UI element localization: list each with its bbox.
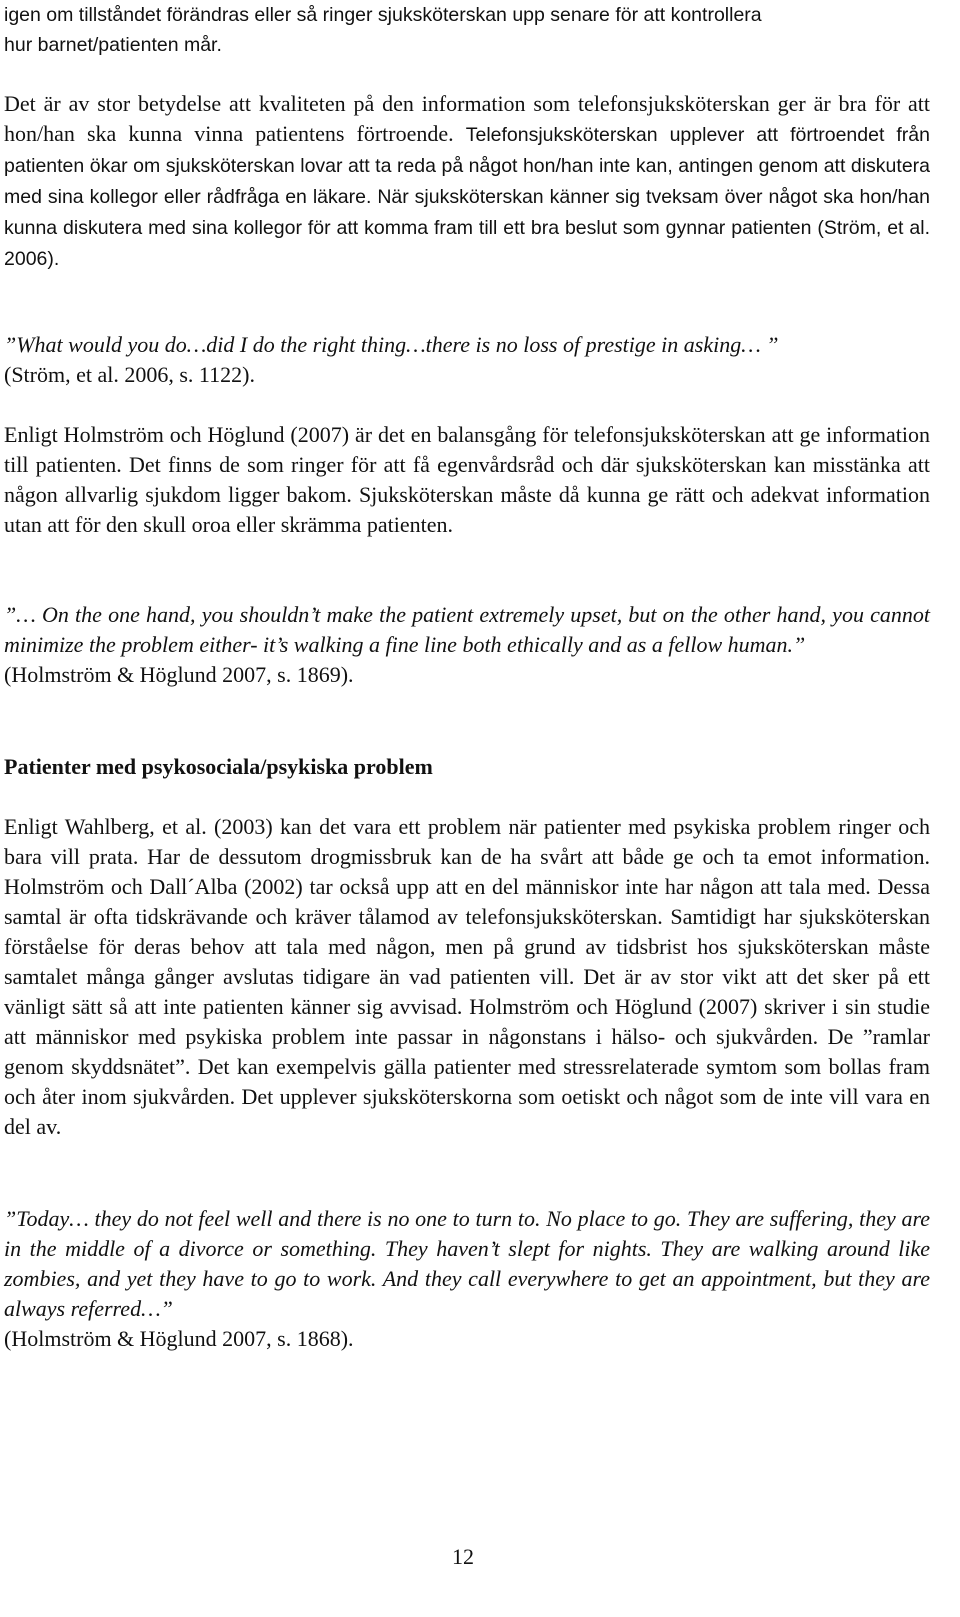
intro-line-1: igen om tillståndet förändras eller så ringer sjuksköterskan upp senare för att kontrollera xyxy=(4,4,762,26)
quote-holmstrom-1869-text: ”… On the one hand, you shouldn’t make the patient extremely upset, but on the other hand, you cannot minimize the problem either- it’s walking a fine line both ethically and as a fellow human.” xyxy=(4,602,930,657)
trust-paragraph-sans: Telefonsjuksköterskan upplever att förtroendet från patienten ökar om sjuksköterskan lovar att ta reda på något hon/han inte kan, antingen genom att diskutera med sina kollegor eller rådfråga en läkare. När sjuksköterskan känner sig tveksam över något ska hon/han kunna diskutera med sina kollegor för att komma fram till ett bra beslut som gynnar patienten (Ström, et al. 2006). xyxy=(4,124,930,270)
balance-paragraph: Enligt Holmström och Höglund (2007) är det en balansgång för telefonsjuksköterskan att ge information till patienten. Det finns de som ringer för att få egenvårdsråd och där sjuksköterskan kan misstänka att någon allvarlig sjukdom ligger bakom. Sjuksköterskan måste då kunna ge rätt och adekvat information utan att för den skull oroa eller skrämma patienten. xyxy=(4,422,930,537)
quote-holmstrom-1869-citation: (Holmström & Höglund 2007, s. 1869). xyxy=(4,662,354,687)
quote-strom xyxy=(4,330,930,390)
quote-holmstrom-1868-text: ”Today… they do not feel well and there is no one to turn to. No place to go. They are suffering, they are in the middle of a divorce or something. They haven’t slept for nights. They are walking around like zombies, and yet they have to go to work. And they call everywhere to get an appointment, but they are always referred…” xyxy=(4,1206,930,1321)
intro-line-2: hur barnet/patienten mår. xyxy=(4,34,222,56)
page-number: 12 xyxy=(452,1544,474,1569)
quote-holmstrom-1868 xyxy=(4,1204,930,1354)
quote-strom-text: ”What would you do…did I do the right thing…there is no loss of prestige in asking… ” xyxy=(4,332,779,357)
trust-paragraph-serif: Det är av stor betydelse att kvaliteten på den information som telefonsjuksköterskan ger är bra för att hon/han ska kunna vinna patientens förtroende. xyxy=(4,91,930,146)
trust-paragraph xyxy=(4,89,930,274)
quote-holmstrom-1868-citation: (Holmström & Höglund 2007, s. 1868). xyxy=(4,1326,354,1351)
section-heading: Patienter med psykosociala/psykiska problem xyxy=(4,754,433,779)
psychosocial-paragraph: Enligt Wahlberg, et al. (2003) kan det vara ett problem när patienter med psykiska problem ringer och bara vill prata. Har de dessutom drogmissbruk kan de ha svårt att både ge och ta emot information. Holmström och Dall´Alba (2002) tar också upp att en del människor inte har någon att tala med. Dessa samtal är ofta tidskrävande och kräver tålamod av telefonsjuksköterskan. Samtidigt har sjuksköterskan förståelse för deras behov att tala med någon, men på grund av tidsbrist hos sjuksköterskan måste samtalet många gånger avslutas tidigare än vad patienten vill. Det är av stor vikt att det sker på ett vänligt sätt så att inte patienten känner sig avvisad. Holmström och Höglund (2007) skriver i sin studie att människor med psykiska problem inte passar in någonstans i hälso- och sjukvården. De ”ramlar genom skyddsnätet”. Det kan exempelvis gälla patienter med stressrelaterade symtom som bollas fram och åter inom sjukvården. Det upplever sjuksköterskorna som oetiskt och något som de inte vill vara en del av. xyxy=(4,814,930,1139)
quote-holmstrom-1869 xyxy=(4,600,930,690)
intro-paragraph xyxy=(4,0,930,60)
quote-strom-citation: (Ström, et al. 2006, s. 1122). xyxy=(4,362,255,387)
